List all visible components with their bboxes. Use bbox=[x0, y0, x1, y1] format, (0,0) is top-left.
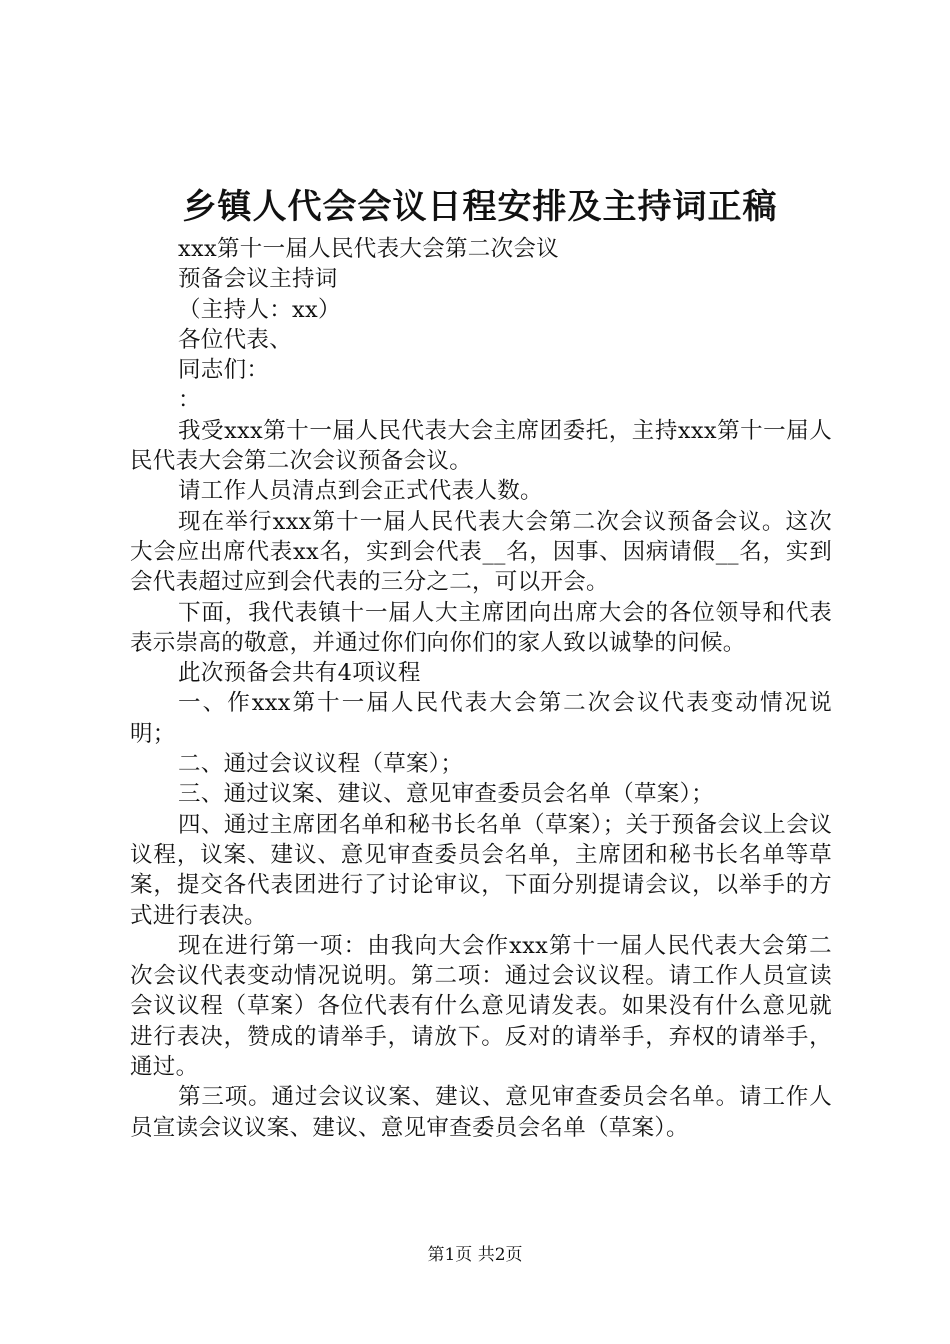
agenda-item-2: 二、通过会议议程（草案）； bbox=[178, 751, 464, 778]
paragraph-headcount: 请工作人员清点到会正式代表人数。 bbox=[178, 478, 543, 505]
page-number-footer: 第1页 共2页 bbox=[427, 1245, 523, 1265]
speech-type-line: 预备会议主持词 bbox=[178, 266, 338, 293]
paragraph-opening: 我受xxx第十一届人民代表大会主席团委托，主持xxx第十一届人民代表大会第二次会议预备会议。 bbox=[130, 417, 832, 475]
host-line: （主持人：xx） bbox=[178, 296, 341, 323]
paragraph-item-three: 第三项。通过会议议案、建议、意见审查委员会名单。请工作人员宣读会议议案、建议、意见审查委员会名单（草案）。 bbox=[130, 1084, 832, 1141]
salutation-line-1: 各位代表、 bbox=[178, 326, 293, 353]
paragraph-item-one: 现在进行第一项：由我向大会作xxx第十一届人民代表大会第二次会议代表变动情况说明。第二项：通过会议议程。请工作人员宣读会议议程（草案）各位代表有什么意见请发表。如果没有什么意见就进行表决，赞成的请举手，请放下。反对的请举手，弃权的请举手，通过。 bbox=[130, 932, 832, 1081]
agenda-item-4: 四、通过主席团名单和秘书长名单（草案）；关于预备会议上会议议程，议案、建议、意见审查委员会名单，主席团和秘书长名单等草案，提交各代表团进行了讨论审议，下面分别提请会议，以举手的方式进行表决。 bbox=[130, 811, 832, 929]
agenda-item-3: 三、通过议案、建议、意见审查委员会名单（草案）； bbox=[178, 781, 714, 808]
meeting-name-line: xxx第十一届人民代表大会第二次会议 bbox=[178, 236, 559, 262]
document-title: 乡镇人代会会议日程安排及主持词正稿 bbox=[182, 187, 778, 227]
document-body bbox=[130, 234, 832, 1143]
salutation-line-2: 同志们： bbox=[178, 357, 270, 384]
colon-line: ： bbox=[178, 387, 201, 414]
paragraph-greeting: 下面，我代表镇十一届人大主席团向出席大会的各位领导和代表表示崇高的敬意，并通过你们向你们的家人致以诚挚的问候。 bbox=[130, 599, 832, 656]
paragraph-attendance: 现在举行xxx第十一届人民代表大会第二次会议预备会议。这次大会应出席代表xx名，实到会代表__名，因事、因病请假__名，实到会代表超过应到会代表的三分之二，可以开会。 bbox=[130, 508, 832, 596]
agenda-intro: 此次预备会共有4项议程 bbox=[178, 660, 421, 687]
agenda-item-1: 一、作xxx第十一届人民代表大会第二次会议代表变动情况说明； bbox=[130, 690, 832, 747]
